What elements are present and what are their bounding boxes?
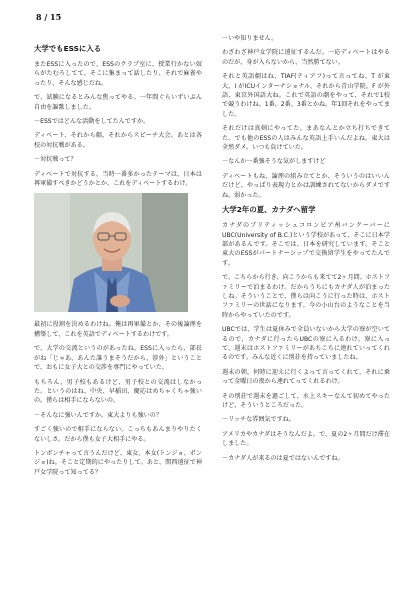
- paragraph: カナダのブリティッシュコロンビア州バンクーバーにUBC(University of B.C.)という学校があって、そこに日本学部があるんです。そこでは、日本を研究しています。そこと東大のESSがパートナーシップで交換留学生をやってたんです。: [222, 222, 390, 267]
- interviewee-photo: [34, 193, 188, 312]
- section-heading-ess: 大学でもESSに入る: [34, 44, 102, 53]
- paragraph: －カナダ人が来るのは夏ではないんですね。: [222, 454, 344, 462]
- paragraph: またESSに入ったので、ESSのクラブ室に、授業行かない奴らがたむろしてて、そこに集まって話したり、それで麻雀やったり、そんな感じだね。: [34, 61, 202, 87]
- paragraph: ディベートで対抗する。当時一番多かったテーマは、日本は再軍備すべきかどうかとか、これをディベートするわけ。: [34, 170, 202, 188]
- paragraph: で、大学の交流というのがあったね。ESSに入ったら、部長がね「じゃあ、あんた誰うまそうだから、渉外」ということで、おもに女子大との交渉を専門にやっていた。: [34, 345, 202, 372]
- paragraph: －なんか一番強そうな気がしますけど: [222, 158, 326, 166]
- right-column: [222, 34, 390, 468]
- paragraph: それだけは真剣にやってた。まあなんとか立ち打ちできてた。でも他のESSの人はみんな英語上手いんだよね。東大は全然ダメ。いつも負けていた。: [222, 125, 390, 152]
- paragraph: トンボンチャって言うんだけど、東女、本女(トンジョ、ポンジョ)ね。そこと定期的にやったりして。あと、関西遠征で神戸女学院って知ってる？: [34, 449, 202, 476]
- paragraph: もちろん、男子校もあるけど、男子校との交流はしなかった。というのはね、中央、早稲田、慶応はめちゃくちゃ強いの。僕らは相手にならないの。: [34, 378, 202, 405]
- paragraph: それと英語劇はね、TIAF(ティアフ)って言ってね、T が東大、I がICUインターナショナル、それから青山学院。F が外語、東京外国語大ね。これで英語の劇をやって、それで1校で競うわけね。1番、2番、3番とかね。年1回それをやってました。: [222, 73, 390, 118]
- paragraph: その別荘で週末を過ごして、水上スキーなんて初めてやったけど、そういうところだった。: [222, 392, 390, 409]
- paragraph: －ESSではどんな活動をしてたんですか。: [34, 118, 150, 126]
- section-heading-canada: 大学2年の夏、カナダへ留学: [222, 205, 316, 215]
- paragraph: 週末の朝、何時に迎えに行くよって言ってくれて、それに乗って金曜日の夜から連れてってくれるわけ。: [222, 368, 390, 386]
- paragraph: UBCでは、学生は夏休みで全員いないから大学の寮が空いてるので、カナダに行ったらUBCの寮に入るわけ。寮に入って、週末はホストファミリーがあちこちに連れていってくれるのです。みんな近くに別荘を持っていましたね。: [222, 326, 390, 362]
- portrait-illustration: [34, 193, 188, 312]
- paragraph: アメリカやカナダはそうなんだよ。で、夏の2ヶ月間だけ滞在しました。: [222, 430, 390, 448]
- paragraph: －そんなに強いんですか。東大よりも強いの？: [34, 411, 162, 419]
- paragraph: わざわざ神戸女学院に遠征するんだ。一応ディベートはやるのだが、身が入らないから、当然勝てない。: [222, 49, 390, 66]
- page-number: 8 / 15: [36, 12, 62, 22]
- paragraph: で、こちらから行き、向こうからも来てて2ヶ月間、ホストファミリーで泊まるわけ。だからうちにもカナダ人が泊まったしね。そういうことで、僕らは向こうに行った時は、ホストファミリーの世話になります。今の小山台のようなことを当時からやっていたのです。: [222, 274, 390, 319]
- paragraph: 最初に役割を決めるわけね。俺は再軍備とか、その後論理を構築して、これを英語でディベートするわけです。: [34, 321, 202, 338]
- left-column: [34, 44, 202, 482]
- paragraph: －リッチな雰囲気ですね。: [222, 416, 295, 424]
- paragraph: ディベート、それから劇、それからスピーチ大会。あとは各校の対抗戦がある。: [34, 132, 202, 149]
- paragraph: －対抗戦って？: [34, 156, 77, 164]
- paragraph: で、試験になるとみんな焦ってやる。一年間ぐらいずいぶん自由を謳歌しました。: [34, 94, 202, 111]
- paragraph: すごく強いので相手にならない。こっちもあんまりやりたくないしさ。だから僕も女子大相手にやる。: [34, 426, 202, 443]
- paragraph: －いや知りません。: [222, 35, 278, 42]
- paragraph: ディベートもね、論理の組み立てとか、そういうのはいいんだけど、やっぱり表現力とかは訓練されてないからダメですね。弱かった。: [222, 172, 390, 199]
